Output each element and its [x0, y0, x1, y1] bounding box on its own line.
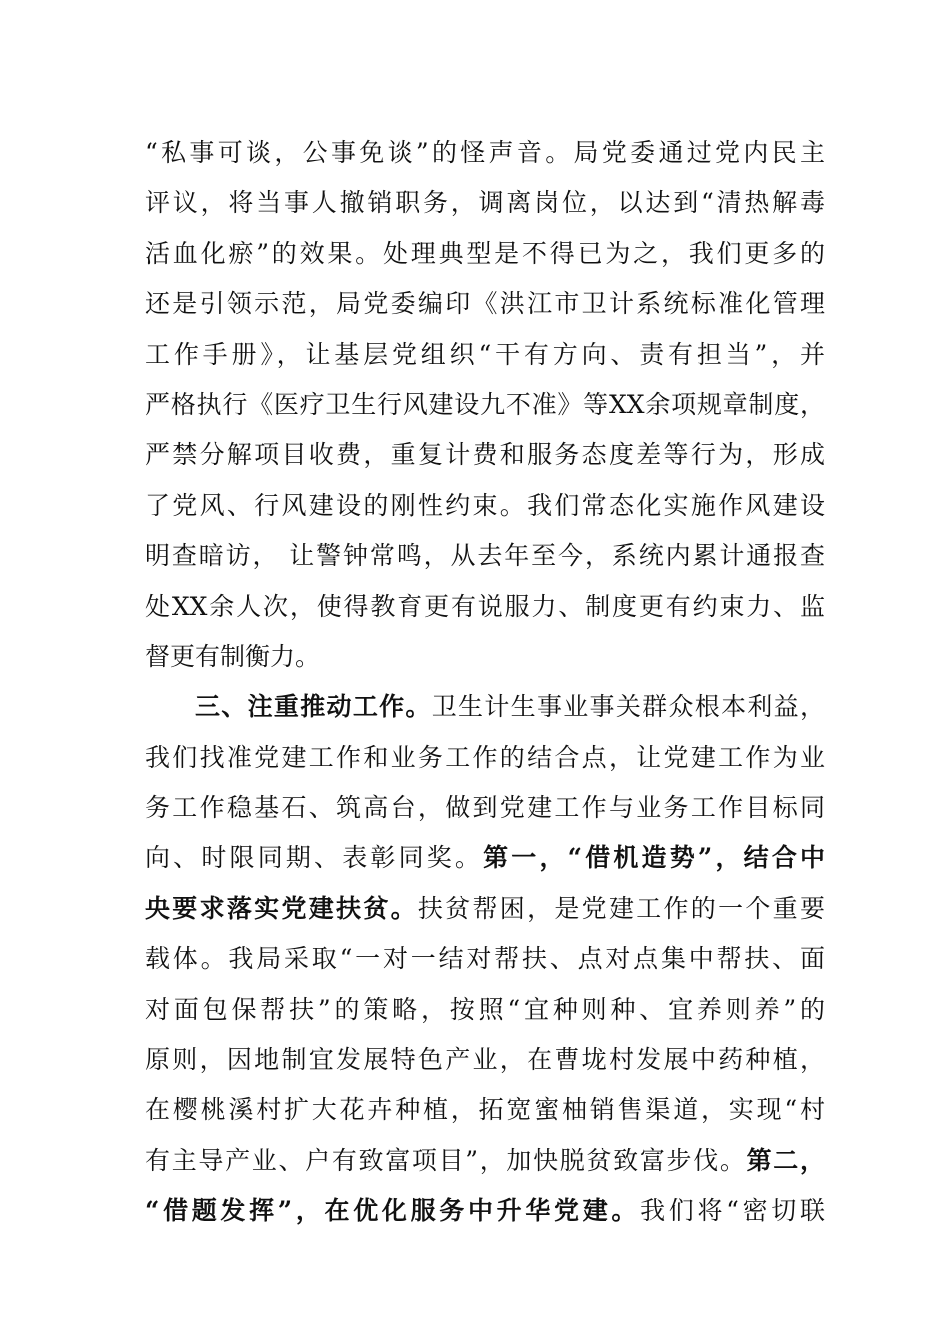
text-segment: 有主导产业、户有致富项目”，加快脱贫致富步伐。 — [145, 1145, 747, 1175]
text-line — [145, 279, 825, 329]
text-line — [145, 783, 825, 833]
bold-text-segment: 第二， — [746, 1145, 825, 1175]
text-segment: 原则，因地制宜发展特色产业，在曹垅村发展中药种植， — [145, 1045, 825, 1075]
bold-text-segment: 三、注重推动工作。 — [195, 692, 432, 722]
text-segment: 督更有制衡力。 — [145, 641, 321, 671]
text-line — [145, 884, 825, 934]
bold-text-segment: “借题发挥”，在优化服务中升华党建。 — [145, 1196, 641, 1226]
text-segment: 活血化瘀”的效果。处理典型是不得已为之，我们更多的 — [145, 238, 825, 268]
text-line — [145, 229, 825, 279]
text-segment: 我们将“密切联 — [640, 1196, 825, 1226]
text-segment: 还是引领示范，局党委编印《洪江市卫计系统标准化管理 — [145, 289, 825, 319]
text-line — [145, 733, 825, 783]
text-line — [145, 582, 825, 632]
text-line — [145, 128, 825, 178]
text-segment: 卫生计生事业事关群众根本利益， — [431, 692, 825, 722]
text-line — [145, 380, 825, 430]
text-line — [145, 985, 825, 1035]
text-segment: 载体。我局采取“一对一结对帮扶、点对点集中帮扶、面 — [145, 944, 825, 974]
text-segment: 向、时限同期、表彰同奖。 — [145, 843, 484, 873]
text-line — [145, 1085, 825, 1135]
text-line — [145, 178, 825, 228]
text-line — [145, 934, 825, 984]
text-segment: 我们找准党建工作和业务工作的结合点，让党建工作为业 — [145, 742, 825, 772]
text-line — [145, 632, 825, 682]
body-text — [145, 128, 825, 1237]
text-segment: 扶贫帮困，是党建工作的一个重要 — [417, 893, 825, 923]
text-segment: 严禁分解项目收费，重复计费和服务态度差等行为，形成 — [145, 440, 825, 470]
text-line — [145, 481, 825, 531]
text-segment: 在樱桃溪村扩大花卉种植，拓宽蜜柚销售渠道，实现“村 — [145, 1095, 825, 1125]
text-segment: 处XX余人次，使得教育更有说服力、制度更有约束力、监 — [145, 591, 825, 621]
text-line — [145, 430, 825, 480]
text-line — [145, 531, 825, 581]
text-segment: 严格执行《医疗卫生行风建设九不准》等XX余项规章制度， — [145, 389, 825, 419]
text-line — [145, 1136, 825, 1186]
bold-text-segment: 第一，“借机造势”，结合中 — [483, 843, 825, 873]
text-line — [145, 1186, 825, 1236]
text-segment: 工作手册》，让基层党组织“干有方向、责有担当”，并 — [145, 339, 825, 369]
text-line — [145, 1035, 825, 1085]
bold-text-segment: 央要求落实党建扶贫。 — [145, 893, 418, 923]
text-segment: 明查暗访， 让警钟常鸣，从去年至今，系统内累计通报查 — [145, 541, 825, 571]
text-line — [145, 682, 825, 732]
text-segment: 务工作稳基石、筑高台，做到党建工作与业务工作目标同 — [145, 793, 825, 823]
text-line — [145, 330, 825, 380]
text-segment: 了党风、行风建设的刚性约束。我们常态化实施作风建设 — [145, 490, 825, 520]
text-segment: “私事可谈，公事免谈”的怪声音。局党委通过党内民主 — [145, 138, 825, 167]
text-segment: 对面包保帮扶”的策略，按照“宜种则种、宜养则养”的 — [145, 994, 825, 1024]
text-line — [145, 833, 825, 883]
text-segment: 评议，将当事人撤销职务，调离岗位，以达到“清热解毒 — [145, 188, 825, 218]
